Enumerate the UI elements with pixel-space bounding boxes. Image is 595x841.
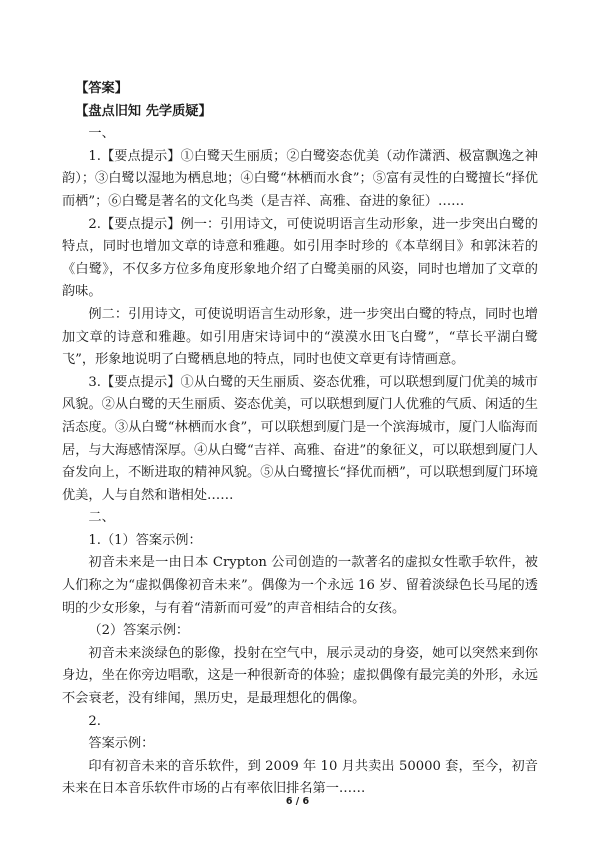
q2b-label: 2.	[88, 713, 101, 729]
part1-label: 一、	[88, 126, 115, 142]
q2b-sub-label: 答案示例：	[88, 736, 155, 752]
section-heading: 【盘点旧知 先学质疑】	[75, 103, 212, 119]
q2-2-answer: 初音未来淡绿色的影像，投射在空气中，展示灵动的身姿，她可以突然来到你身边，坐在你旁边唱歌，这是一种很新奇的体验；虚拟偶像有最完美的外形，永远不会衰老，没有绯闻，黑历史，是最理想化的偶像。	[62, 645, 538, 707]
part2-label: 二、	[88, 510, 115, 526]
q2-1-answer: 初音未来是一由日本 Crypton 公司创造的一款著名的虚拟女性歌手软件，被人们称之为“虚拟偶像初音未来”。偶像为一个永远 16 岁、留着淡绿色长马尾的透明的少女形象，与有着“清新而可爱”的声音相结合的女孩。	[62, 555, 538, 616]
q2-2-label: （2）答案示例：	[88, 623, 190, 639]
answer-title: 【答案】	[75, 81, 128, 96]
q3-answer: 3.【要点提示】①从白鹭的天生丽质、姿态优雅，可以联想到厦门优美的城市风貌。②从白鹭的天生丽质、姿态优美，可以联想到厦门人优雅的气质、闲适的生活态度。③从白鹭“林栖而水食”，可以联想到厦门是一个滨海城市，厦门人临海而居，与大海感情深厚。④从白鹭“吉祥、高雅、奋进”的象征义，可以联想到厦门人奋发向上，不断进取的精神风貌。⑤从白鹭擅长“择优而栖”，可以联想到厦门环境优美，人与自然和谐相处……	[62, 374, 538, 503]
page-number: 6 / 6	[285, 796, 310, 807]
q1-answer: 1.【要点提示】①白鹭天生丽质；②白鹭姿态优美（动作潇洒、极富飘逸之神韵）；③白鹭以湿地为栖息地；④白鹭“林栖而水食”；⑤富有灵性的白鹭擅长“择优而栖”；⑥白鹭是著名的文化鸟类（是吉祥、高雅、奋进的象征）……	[62, 148, 538, 209]
q2b-answer: 印有初音未来的音乐软件，到 2009 年 10 月共卖出 50000 套，至今，初音未来在日本音乐软件市场的占有率依旧排名第一……	[62, 758, 538, 797]
q2-1-label: 1.（1）答案示例：	[88, 532, 202, 548]
q2-answer-example2: 例二：引用诗文，可使说明语言生动形象，进一步突出白鹭的特点，同时也增加文章的诗意和雅趣。如引用唐宋诗词中的“漠漠水田飞白鹭”，“草长平湖白鹭飞”，形象地说明了白鹭栖息地的特点，同时也使文章更有诗情画意。	[62, 306, 538, 368]
q2-answer-example1: 2.【要点提示】例一：引用诗文，可使说明语言生动形象，进一步突出白鹭的特点，同时也增加文章的诗意和雅趣。如引用李时珍的《本草纲目》和郭沫若的《白鹭》，不仅多方位多角度形象地介绍了白鹭美丽的风姿，同时也增加了文章的韵味。	[62, 216, 538, 300]
answer-content	[62, 78, 538, 801]
